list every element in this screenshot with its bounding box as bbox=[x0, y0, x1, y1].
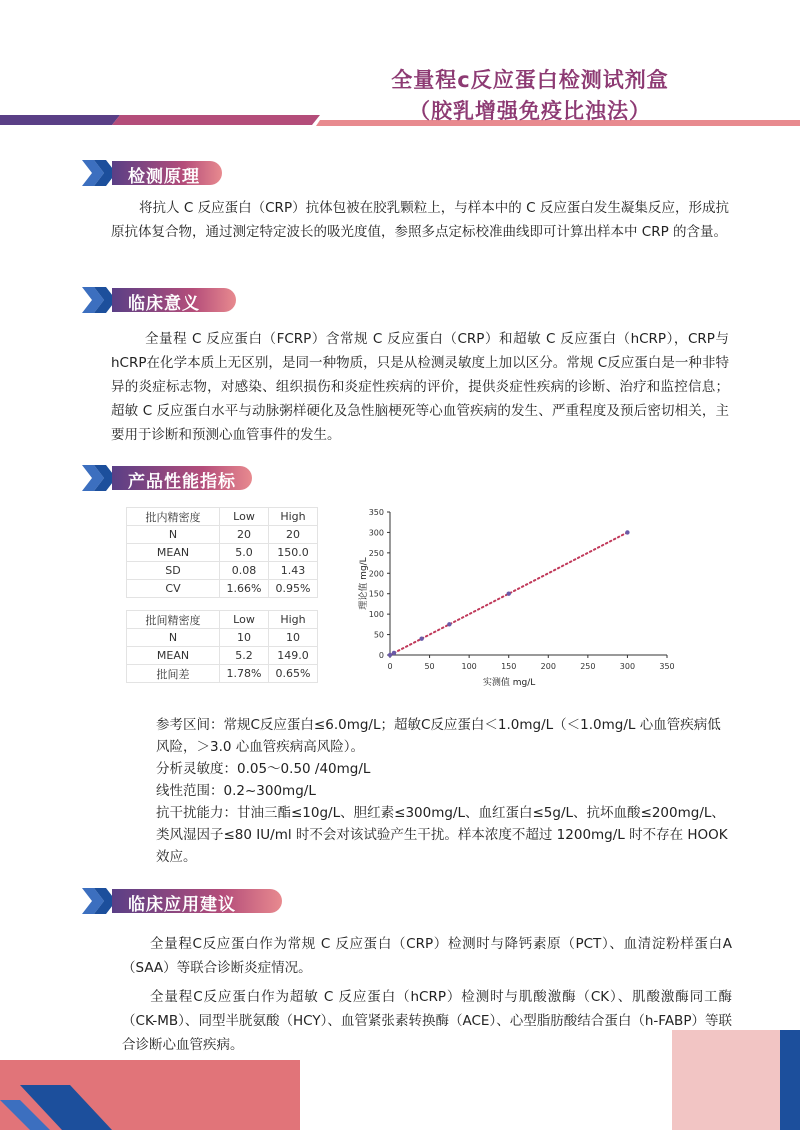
data-point bbox=[419, 636, 423, 640]
y-tick-label: 350 bbox=[368, 508, 384, 517]
y-tick-label: 200 bbox=[368, 569, 384, 579]
spec-linearity: 线性范围：0.2~300mg/L bbox=[156, 783, 316, 799]
table-cell: 149.0 bbox=[269, 647, 318, 665]
y-tick-label: 150 bbox=[368, 589, 384, 599]
x-tick-label: 300 bbox=[619, 662, 636, 671]
table-cell: 5.2 bbox=[220, 647, 269, 665]
header-stripe-mid bbox=[112, 115, 320, 125]
table-cell: High bbox=[269, 508, 318, 526]
table-cell: 150.0 bbox=[269, 544, 318, 562]
table-cell: CV bbox=[127, 580, 220, 598]
table-cell: 1.43 bbox=[269, 562, 318, 580]
table-row bbox=[127, 544, 318, 562]
table-cell: 批内精密度 bbox=[127, 508, 220, 526]
header-stripe-left bbox=[0, 115, 120, 125]
document-subtitle: （胶乳增强免疫比浊法） bbox=[409, 99, 651, 123]
table-cell: 1.66% bbox=[220, 580, 269, 598]
data-point bbox=[447, 622, 451, 626]
table-header-row bbox=[127, 508, 318, 526]
table-cell: 5.0 bbox=[220, 544, 269, 562]
x-tick-label: 250 bbox=[580, 662, 596, 671]
performance-specs bbox=[128, 714, 732, 868]
x-tick-label: 50 bbox=[424, 662, 435, 671]
x-axis-label: 实测值 mg/L bbox=[482, 678, 536, 688]
table-cell: MEAN bbox=[127, 544, 220, 562]
table-cell: N bbox=[127, 526, 220, 544]
section-heading-label: 临床应用建议 bbox=[128, 895, 236, 915]
table-cell: MEAN bbox=[127, 647, 220, 665]
data-point bbox=[392, 651, 396, 655]
table-cell: 10 bbox=[269, 629, 318, 647]
table-cell: 0.95% bbox=[269, 580, 318, 598]
x-tick-label: 150 bbox=[501, 662, 517, 671]
table-row bbox=[127, 580, 318, 598]
section-heading-label: 产品性能指标 bbox=[128, 472, 236, 492]
y-tick-label: 0 bbox=[378, 651, 384, 660]
table-cell: 0.65% bbox=[269, 665, 318, 683]
section-heading-label: 检测原理 bbox=[128, 167, 200, 187]
principle-text: 将抗人 C 反应蛋白（CRP）抗体包被在胶乳颗粒上，与样本中的 C 反应蛋白发生凝集反应，形成抗原抗体复合物，通过测定特定波长的吸光度值，参照多点定标校准曲线即可计算出样本中 CRP 的含量。 bbox=[111, 200, 729, 240]
table-cell: 20 bbox=[269, 526, 318, 544]
y-tick-label: 250 bbox=[368, 548, 384, 558]
table-cell: Low bbox=[220, 508, 269, 526]
table-row bbox=[127, 665, 318, 683]
application-text-2: 全量程C反应蛋白作为超敏 C 反应蛋白（hCRP）检测时与肌酸激酶（CK）、肌酸激酶同工酶（CK-MB）、同型半胱氨酸（HCY）、血管紧张素转换酶（ACE）、心型脂肪酸结合蛋白（h-FABP）等联合诊断心血管疾病。 bbox=[122, 989, 732, 1053]
table-cell: 0.08 bbox=[220, 562, 269, 580]
table-cell: N bbox=[127, 629, 220, 647]
significance-text: 全量程 C 反应蛋白（FCRP）含常规 C 反应蛋白（CRP）和超敏 C 反应蛋白（hCRP），CRP与hCRP在化学本质上无区别，是同一种物质，只是从检测灵敏度上加以区分。常规 C反应蛋白是一种非特异的炎症标志物，对感染、组织损伤和炎症性疾病的评价，提供炎症性疾病的诊断、治疗和监控信息；超敏 C 反应蛋白水平与动脉粥样硬化及急性脑梗死等心血管疾病的发生、严重程度及预后密切相关，主要用于诊断和预测心血管事件的发生。 bbox=[111, 331, 729, 443]
section-heading-label: 临床意义 bbox=[128, 294, 200, 314]
table-header-row bbox=[127, 611, 318, 629]
document-title: 全量程c反应蛋白检测试剂盒 bbox=[391, 68, 669, 92]
intra-precision-table bbox=[126, 507, 318, 598]
inter-precision-table bbox=[126, 610, 318, 683]
y-axis-label: 理论值 mg/L bbox=[359, 557, 369, 610]
application-text-1: 全量程C反应蛋白作为常规 C 反应蛋白（CRP）检测时与降钙素原（PCT）、血清淀粉样蛋白A（SAA）等联合诊断炎症情况。 bbox=[122, 936, 732, 976]
data-point bbox=[388, 653, 392, 657]
y-tick-label: 50 bbox=[373, 630, 384, 640]
x-tick-label: 100 bbox=[461, 662, 477, 671]
table-row bbox=[127, 647, 318, 665]
spec-interference: 抗干扰能力：甘油三酯≤10g/L、胆红素≤300mg/L、血红蛋白≤5g/L、抗坏血酸≤200mg/L、类风湿因子≤80 IU/ml 时不会对该试验产生干扰。样本浓度不超过 1200mg/L 时不存在 HOOK 效应。 bbox=[156, 805, 728, 865]
data-point bbox=[625, 530, 629, 534]
table-cell: 20 bbox=[220, 526, 269, 544]
spec-reference: 参考区间：常规C反应蛋白≤6.0mg/L；超敏C反应蛋白＜1.0mg/L（＜1.0mg/L 心血管疾病低风险，＞3.0 心血管疾病高风险）。 bbox=[156, 717, 721, 755]
table-cell: SD bbox=[127, 562, 220, 580]
table-cell: 批间差 bbox=[127, 665, 220, 683]
x-tick-label: 350 bbox=[659, 662, 675, 671]
y-tick-label: 300 bbox=[368, 528, 384, 538]
spec-sensitivity: 分析灵敏度：0.05～0.50 /40mg/L bbox=[156, 761, 371, 777]
table-row bbox=[127, 526, 318, 544]
linearity-chart bbox=[340, 500, 690, 695]
x-tick-label: 0 bbox=[387, 662, 393, 671]
table-cell: 10 bbox=[220, 629, 269, 647]
table-cell: Low bbox=[220, 611, 269, 629]
table-cell: 1.78% bbox=[220, 665, 269, 683]
table-row bbox=[127, 629, 318, 647]
x-tick-label: 200 bbox=[540, 662, 556, 671]
y-tick-label: 100 bbox=[368, 610, 384, 620]
table-row bbox=[127, 562, 318, 580]
data-point bbox=[507, 592, 511, 596]
bottom-right-blue bbox=[780, 1030, 800, 1130]
table-cell: High bbox=[269, 611, 318, 629]
table-cell: 批间精密度 bbox=[127, 611, 220, 629]
